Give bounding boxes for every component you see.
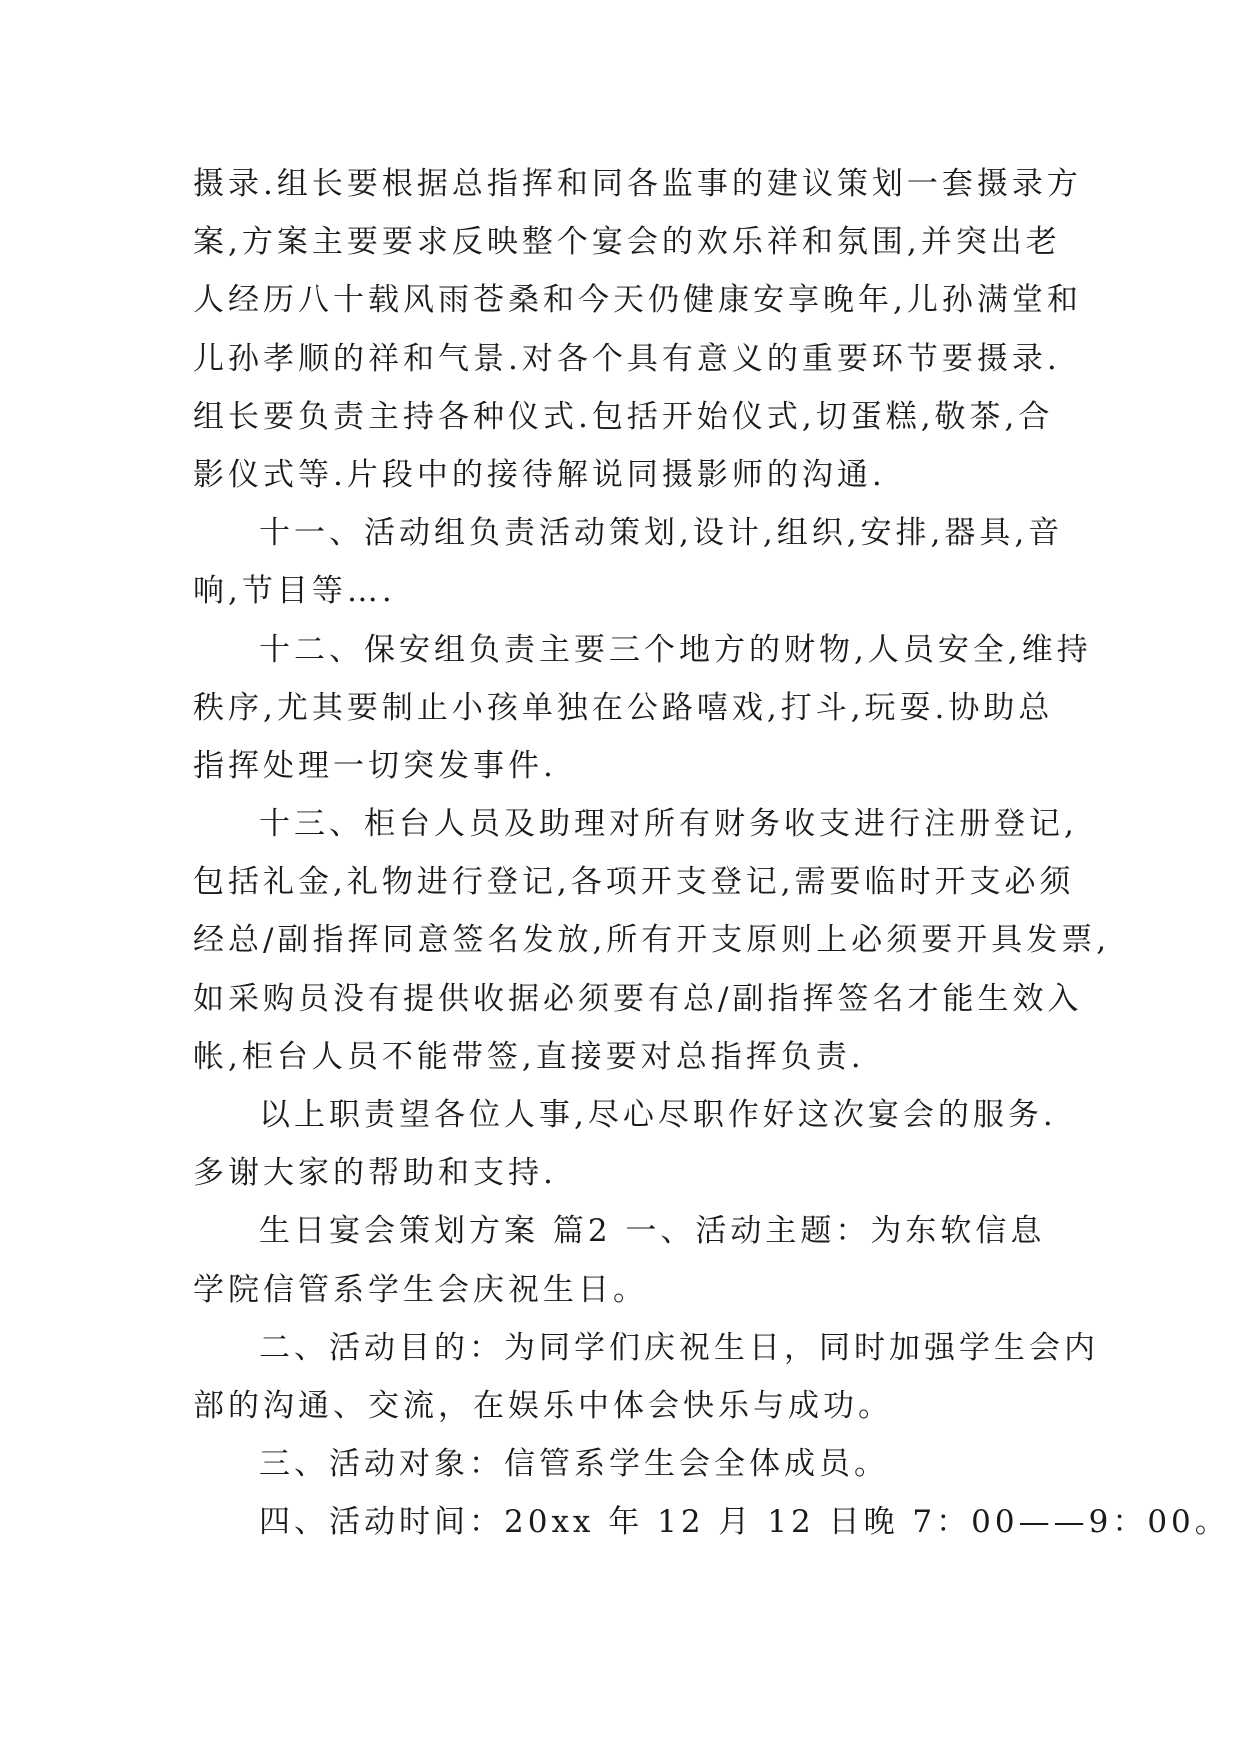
text-line: 学院信管系学生会庆祝生日。 <box>193 1271 648 1308</box>
activity-purpose-line: 二、活动目的：为同学们庆祝生日，同时加强学生会内 <box>259 1329 1099 1366</box>
text-line: 摄录.组长要根据总指挥和同各监事的建议策划一套摄录方 <box>193 166 1082 202</box>
text-line: 经总/副指挥同意签名发放,所有开支原则上必须要开具发票, <box>193 922 1111 959</box>
activity-time-line: 四、活动时间：20xx 年 12 月 12 日晚 7：00——9：00。 <box>259 1504 1230 1541</box>
document-page <box>193 155 1230 1552</box>
text-line: 案,方案主要要求反映整个宴会的欢乐祥和氛围,并突出老 <box>193 224 1061 261</box>
text-line: 秩序,尤其要制止小孩单独在公路嘻戏,打斗,玩耍.协助总 <box>193 689 1054 726</box>
text-line: 影仪式等.片段中的接待解说同摄影师的沟通. <box>193 456 886 493</box>
text-line: 包括礼金,礼物进行登记,各项开支登记,需要临时开支必须 <box>193 864 1075 901</box>
text-line: 多谢大家的帮助和支持. <box>193 1155 557 1192</box>
text-line: 组长要负责主持各种仪式.包括开始仪式,切蛋糕,敬茶,合 <box>193 398 1054 435</box>
paragraph-11-first-line: 十一、活动组负责活动策划,设计,组织,安排,器具,音 <box>259 515 1064 552</box>
text-line: 帐,柜台人员不能带签,直接要对总指挥负责. <box>193 1038 865 1075</box>
text-line: 儿孙孝顺的祥和气景.对各个具有意义的重要环节要摄录. <box>193 340 1061 377</box>
text-line: 响,节目等…. <box>193 573 396 610</box>
paragraph-13-first-line: 十三、柜台人员及助理对所有财务收支进行注册登记, <box>259 806 1078 843</box>
text-line: 部的沟通、交流，在娱乐中体会快乐与成功。 <box>193 1387 893 1424</box>
text-line: 指挥处理一切突发事件. <box>193 747 557 784</box>
text-line: 人经历八十载风雨苍桑和今天仍健康安享晚年,儿孙满堂和 <box>193 282 1082 319</box>
text-line: 如采购员没有提供收据必须要有总/副指挥签名才能生效入 <box>193 980 1083 1017</box>
paragraph-12-first-line: 十二、保安组负责主要三个地方的财物,人员安全,维持 <box>259 631 1092 668</box>
closing-paragraph-first-line: 以上职责望各位人事,尽心尽职作好这次宴会的服务. <box>259 1097 1057 1133</box>
section-heading-line: 生日宴会策划方案 篇2 一、活动主题：为东软信息 <box>259 1213 1046 1250</box>
activity-audience-line: 三、活动对象：信管系学生会全体成员。 <box>259 1446 889 1483</box>
